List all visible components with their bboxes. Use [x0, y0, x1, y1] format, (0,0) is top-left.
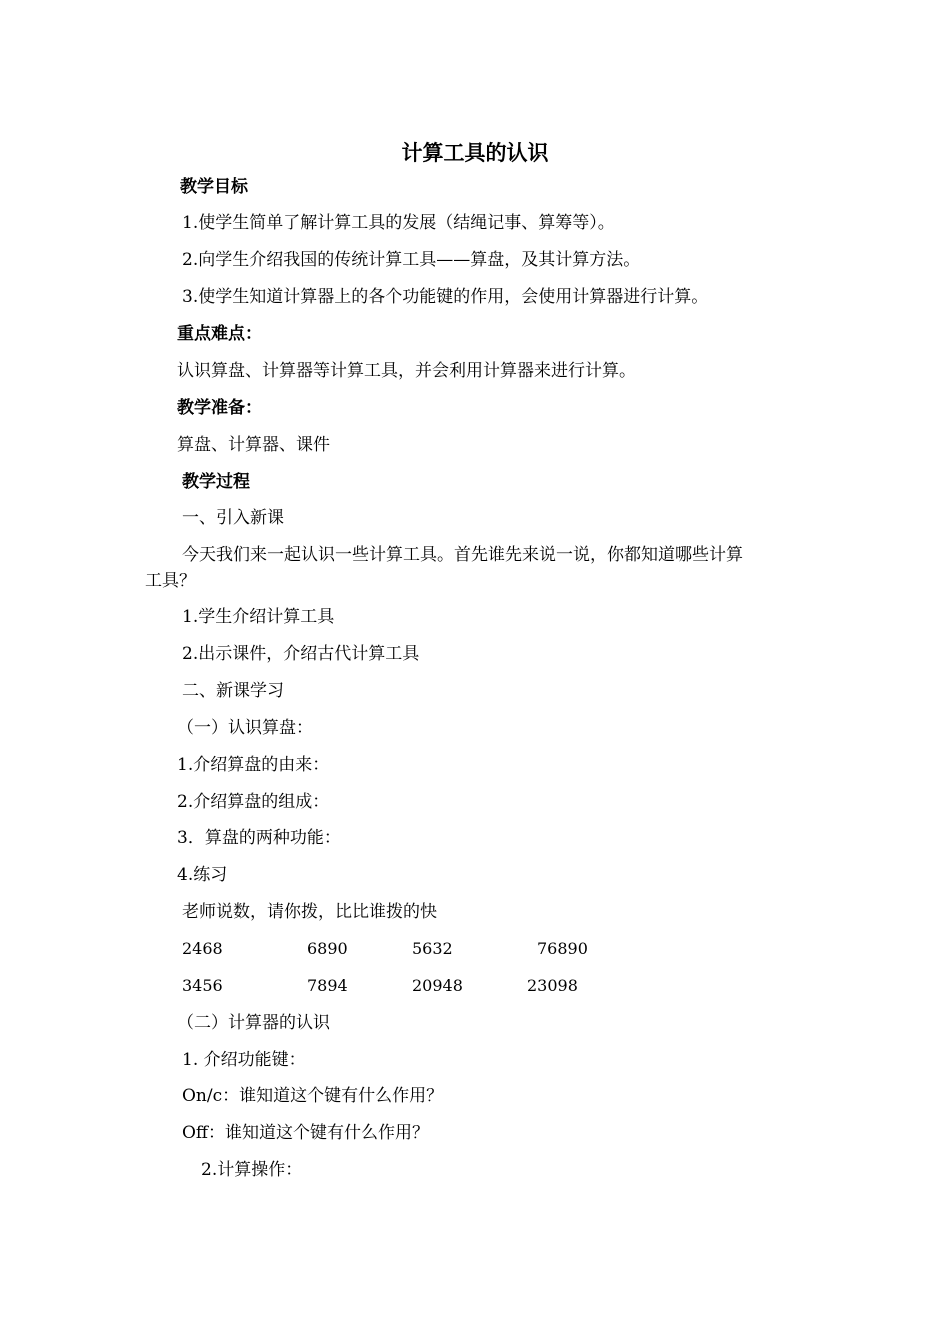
sub2-item: Off：谁知道这个键有什么作用？ — [182, 1123, 430, 1143]
practice-prompt: 老师说数，请你拨，比比谁拨的快 — [182, 902, 437, 922]
practice-number: 2468 — [182, 939, 223, 958]
part1-item: 1.学生介绍计算工具 — [182, 607, 335, 627]
objective-item: 3.使学生知道计算器上的各个功能键的作用，会使用计算器进行计算。 — [182, 287, 709, 307]
objective-item: 1.使学生简单了解计算工具的发展（结绳记事、算筹等）。 — [182, 213, 615, 233]
part1-item: 2.出示课件，介绍古代计算工具 — [182, 644, 420, 664]
objectives-heading: 教学目标 — [180, 177, 248, 197]
preparation-heading: 教学准备： — [177, 398, 262, 418]
sub1-item: 2.介绍算盘的组成： — [177, 792, 330, 812]
sub2-item: 2.计算操作： — [201, 1160, 303, 1180]
sub1-title: （一）认识算盘： — [177, 718, 313, 738]
sub2-title: （二）计算器的认识 — [177, 1013, 330, 1033]
intro-text-line1: 今天我们来一起认识一些计算工具。首先谁先来说一说，你都知道哪些计算 — [182, 545, 743, 565]
preparation-text: 算盘、计算器、课件 — [177, 435, 330, 455]
sub1-item: 3．算盘的两种功能： — [177, 828, 341, 848]
sub1-item: 4.练习 — [177, 865, 228, 885]
sub2-item: 1. 介绍功能键： — [182, 1050, 306, 1070]
part1-title: 一、引入新课 — [182, 508, 284, 528]
sub2-item: On/c：谁知道这个键有什么作用？ — [182, 1086, 444, 1106]
intro-text-line2: 工具？ — [145, 571, 196, 591]
practice-number: 3456 — [182, 976, 223, 995]
practice-number: 20948 — [412, 976, 463, 995]
practice-number: 7894 — [307, 976, 348, 995]
practice-number: 5632 — [412, 939, 453, 958]
sub1-item: 1.介绍算盘的由来： — [177, 755, 330, 775]
practice-number: 6890 — [307, 939, 348, 958]
process-heading: 教学过程 — [182, 472, 250, 492]
practice-number: 76890 — [537, 939, 588, 958]
practice-number: 23098 — [527, 976, 578, 995]
key-points-heading: 重点难点： — [177, 324, 262, 344]
page-title: 计算工具的认识 — [401, 141, 549, 165]
key-points-text: 认识算盘、计算器等计算工具，并会利用计算器来进行计算。 — [177, 361, 636, 381]
objective-item: 2.向学生介绍我国的传统计算工具——算盘，及其计算方法。 — [182, 250, 641, 270]
part2-title: 二、新课学习 — [182, 681, 284, 701]
